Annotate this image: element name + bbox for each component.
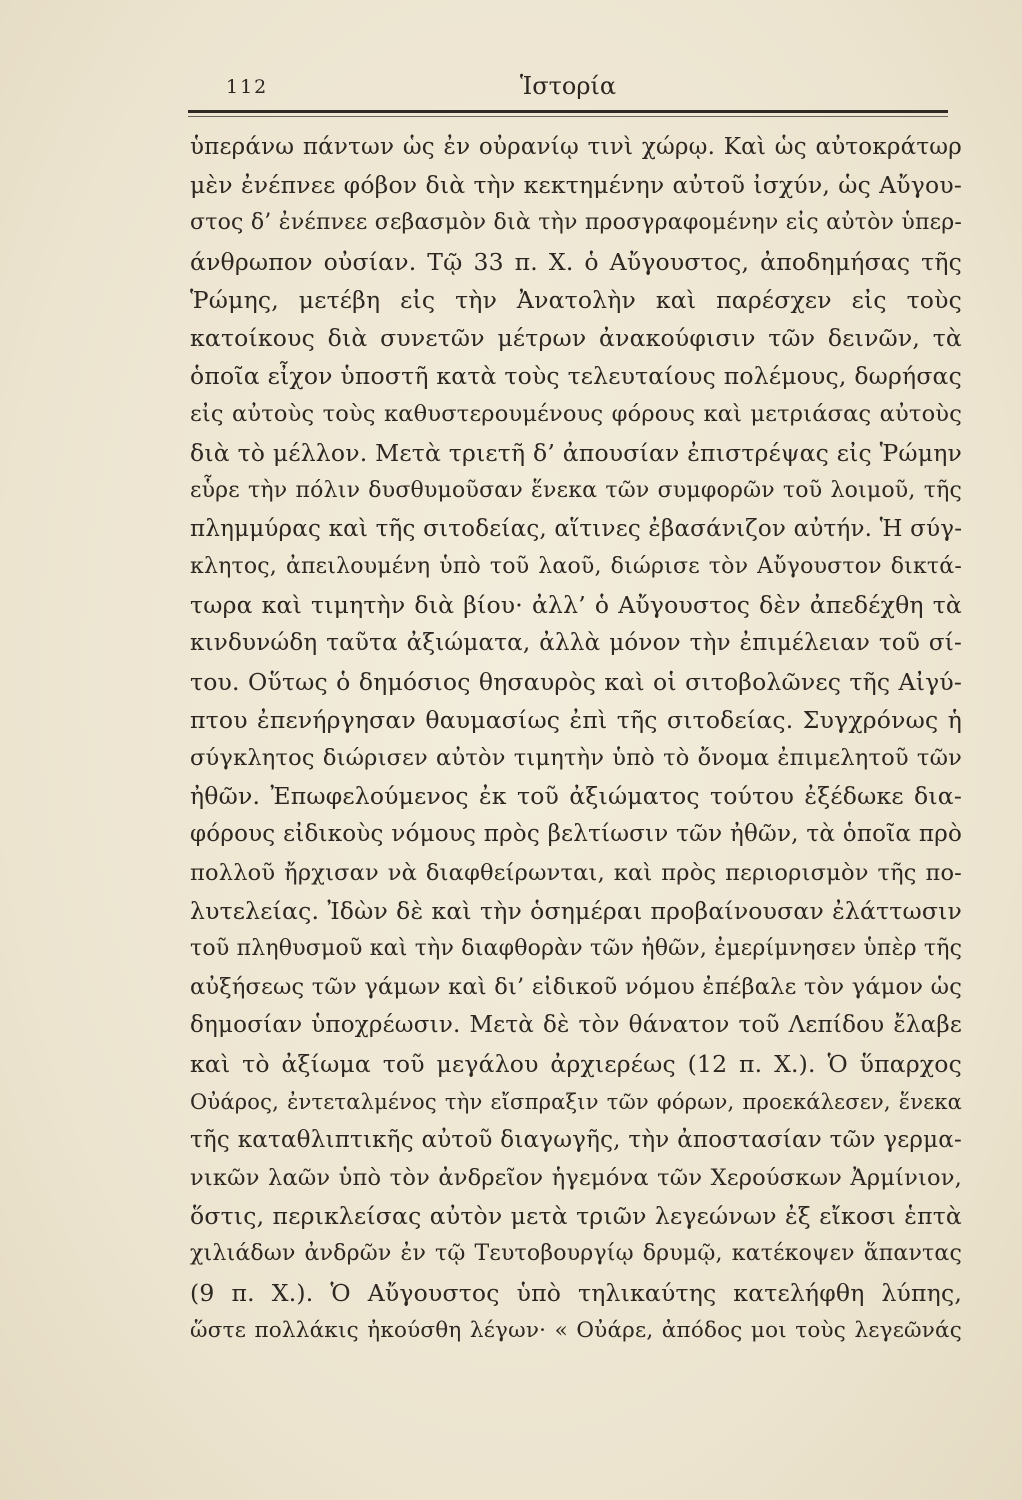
text-line: δημοσίαν ὑποχρέωσιν. Μετὰ δὲ τὸν θάνατον τοῦ Λεπίδου ἔλαβε [190, 1012, 962, 1039]
page-header [188, 72, 948, 102]
text-line: πολλοῦ ἤρχισαν νὰ διαφθείρωνται, καὶ πρὸς περιορισμὸν τῆς πο- [190, 859, 962, 886]
text-line: ὅστις, περικλείσας αὐτὸν μετὰ τριῶν λεγεώνων ἐξ εἴκοσι ἑπτὰ [190, 1202, 962, 1231]
text-line: άνθρωπον οὐσίαν. Τῷ 33 π. Χ. ὁ Αὔγουστος, ἀποδημήσας τῆς [190, 247, 962, 276]
text-line: κινδυνώδη ταῦτα ἀξιώματα, ἀλλὰ μόνον τὴν ἐπιμέλειαν τοῦ σί- [190, 630, 962, 657]
text-line: λυτελείας. Ἰδὼν δὲ καὶ τὴν ὁσημέραι προβαίνουσαν ἐλάττωσιν [190, 896, 962, 925]
header-rule-thin [188, 116, 948, 117]
text-line: νικῶν λαῶν ὑπὸ τὸν ἀνδρεῖον ἡγεμόνα τῶν Χερούσκων Ἀρμίνιον, [190, 1165, 962, 1192]
text-line: σύγκλητος διώρισεν αὐτὸν τιμητὴν ὑπὸ τὸ ὄνομα ἐπιμελητοῦ τῶν [190, 745, 962, 771]
text-line: εἰς αὐτοὺς τοὺς καθυστερουμένους φόρους καὶ μετριάσας αὐτοὺς [190, 401, 962, 428]
text-line: ὑπεράνω πάντων ὡς ἐν οὐρανίῳ τινὶ χώρῳ. Καὶ ὡς αὐτοκράτωρ [190, 134, 962, 160]
text-line: τωρα καὶ τιμητὴν διὰ βίου· ἀλλ’ ὁ Αὔγουστος δὲν ἀπεδέχθη τὰ [190, 591, 962, 620]
text-line: ἠθῶν. Ἐπωφελούμενος ἐκ τοῦ ἀξιώματος τούτου ἐξέδωκε δια- [190, 782, 962, 811]
text-line: Ῥώμης, μετέβη εἰς τὴν Ἀνατολὴν καὶ παρέσχεν εἰς τοὺς [190, 285, 962, 314]
page-number: 112 [226, 76, 269, 98]
text-line: καὶ τὸ ἀξίωμα τοῦ μεγάλου ἀρχιερέως (12 π. Χ.). Ὁ ὕπαρχος [190, 1049, 962, 1078]
text-line: μὲν ἐνέπνεε φόβον διὰ τὴν κεκτημένην αὐτοῦ ἰσχύν, ὡς Αὔγου- [190, 171, 962, 200]
running-title: Ἱστορία [519, 72, 617, 100]
text-line: εὗρε τὴν πόλιν δυσθυμοῦσαν ἕνεκα τῶν συμφορῶν τοῦ λοιμοῦ, τῆς [190, 477, 962, 503]
text-line: (9 π. Χ.). Ὁ Αὔγουστος ὑπὸ τηλικαύτης κατελήφθη λύπης, [190, 1278, 962, 1307]
text-line: χιλιάδων ἀνδρῶν ἐν τῷ Τευτοβουργίῳ δρυμῷ, κατέκοψεν ἅπαντας [190, 1241, 962, 1267]
text-line: πλημμύρας καὶ τῆς σιτοδείας, αἵτινες ἐβασάνιζον αὐτήν. Ἡ σύγ- [190, 515, 963, 542]
text-line: ὥστε πολλάκις ἠκούσθη λέγων· « Οὐάρε, ἀπόδος μοι τοὺς λεγεῶνάς [190, 1317, 962, 1343]
text-line: κατοίκους διὰ συνετῶν μέτρων ἀνακούφισιν τῶν δεινῶν, τὰ [190, 323, 962, 352]
text-line: αὐξήσεως τῶν γάμων καὶ δι’ εἰδικοῦ νόμου ἐπέβαλε τὸν γάμον ὡς [190, 974, 962, 1001]
text-line: τῆς καταθλιπτικῆς αὐτοῦ διαγωγῆς, τὴν ἀποστασίαν τῶν γερμα- [190, 1126, 962, 1153]
text-line: Οὐάρος, ἐντεταλμένος τὴν εἴσπραξιν τῶν φόρων, προεκάλεσεν, ἕνεκα [190, 1089, 962, 1114]
text-line: ὁποῖα εἶχον ὑποστῆ κατὰ τοὺς τελευταίους πολέμους, δωρήσας [190, 362, 962, 391]
text-line: τοῦ πληθυσμοῦ καὶ τὴν διαφθορὰν τῶν ἠθῶν, ἐμερίμνησεν ὑπὲρ τῆς [190, 935, 963, 961]
text-line: πτου ἐπενήργησαν θαυμασίως ἐπὶ τῆς σιτοδείας. Συγχρόνως ἡ [190, 705, 962, 734]
header-rule [188, 110, 948, 113]
text-line: κλητος, ἀπειλουμένη ὑπὸ τοῦ λαοῦ, διώρισε τὸν Αὔγουστον δικτά- [190, 554, 962, 580]
text-line: φόρους εἰδικοὺς νόμους πρὸς βελτίωσιν τῶν ἠθῶν, τὰ ὁποῖα πρὸ [190, 821, 962, 848]
body-text [190, 128, 962, 1350]
text-line: στος δ’ ἐνέπνεε σεβασμὸν διὰ τὴν προσγραφομένην εἰς αὐτὸν ὑπερ- [190, 210, 962, 236]
text-line: διὰ τὸ μέλλον. Μετὰ τριετῆ δ’ ἀπουσίαν ἐπιστρέψας εἰς Ῥώμην [190, 438, 962, 467]
text-line: του. Οὕτως ὁ δημόσιος θησαυρὸς καὶ οἱ σιτοβολῶνες τῆς Αἰγύ- [190, 667, 962, 696]
